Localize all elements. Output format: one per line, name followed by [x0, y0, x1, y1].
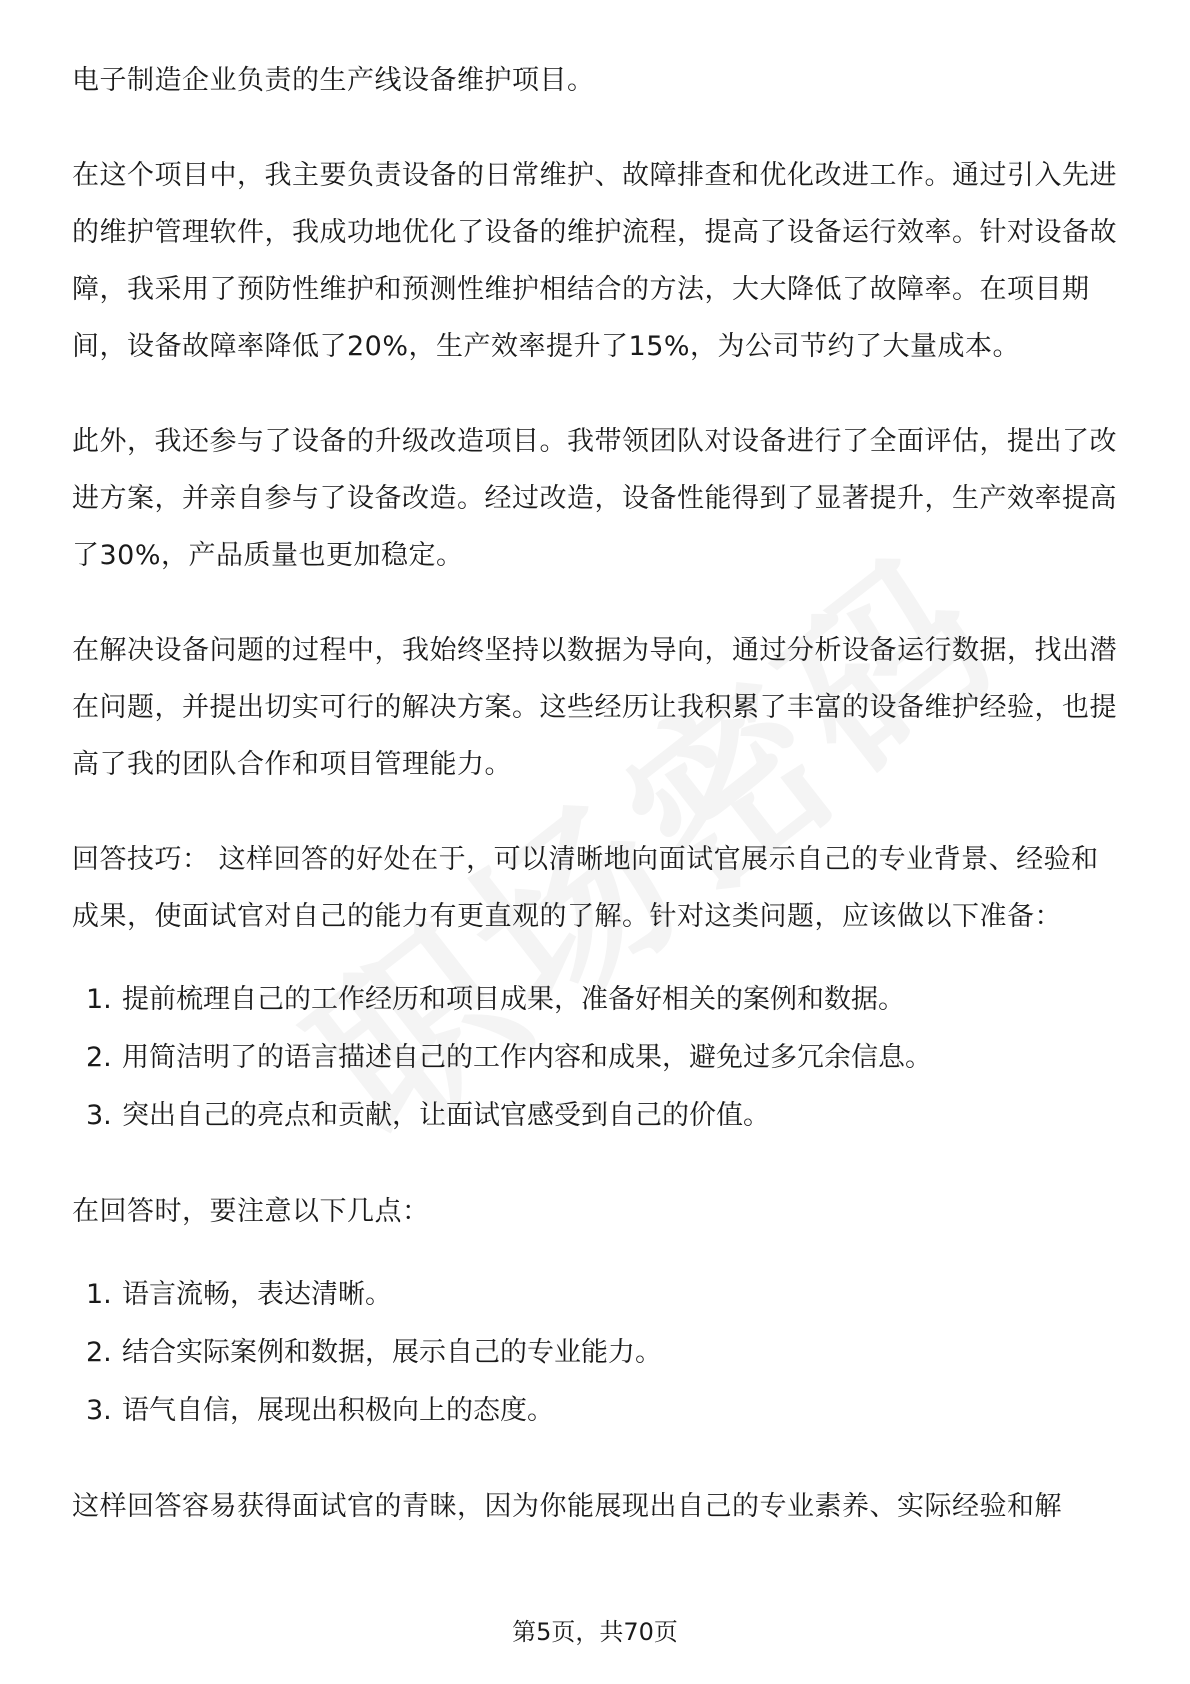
- paragraph-answer-tips: 回答技巧： 这样回答的好处在于，可以清晰地向面试官展示自己的专业背景、经验和成果，使面试官对自己的能力有更直观的了解。针对这类问题，应该做以下准备：: [72, 844, 1099, 932]
- list-item-text: 用简洁明了的语言描述自己的工作内容和成果，避免过多冗余信息。: [122, 1042, 932, 1073]
- list-item-number: 2.: [86, 1042, 112, 1073]
- list-item: [72, 971, 1117, 1029]
- paragraph-answer-notes: 在回答时，要注意以下几点：: [72, 1196, 430, 1227]
- list-item-text: 语言流畅，表达清晰。: [122, 1279, 392, 1310]
- list-item-number: 1.: [86, 984, 112, 1015]
- list-item: [72, 1029, 1117, 1087]
- list-item-text: 语气自信，展现出积极向上的态度。: [122, 1395, 554, 1426]
- list-item-number: 3.: [86, 1395, 112, 1426]
- paragraph-project-intro: 电子制造企业负责的生产线设备维护项目。: [72, 65, 595, 96]
- paragraph-data-driven: 在解决设备问题的过程中，我始终坚持以数据为导向，通过分析设备运行数据，找出潜在问题，并提出切实可行的解决方案。这些经历让我积累了丰富的设备维护经验，也提高了我的团队合作和项目管理能力。: [72, 635, 1117, 780]
- paragraph-project-details: 在这个项目中，我主要负责设备的日常维护、故障排查和优化改进工作。通过引入先进的维护管理软件，我成功地优化了设备的维护流程，提高了设备运行效率。针对设备故障，我采用了预防性维护和预测性维护相结合的方法，大大降低了故障率。在项目期间，设备故障率降低了20%，生产效率提升了15%，为公司节约了大量成本。: [72, 160, 1117, 362]
- list-item: [72, 1087, 1117, 1145]
- list-item-number: 3.: [86, 1100, 112, 1131]
- list-item-text: 结合实际案例和数据，展示自己的专业能力。: [122, 1337, 662, 1368]
- list-item-text: 突出自己的亮点和贡献，让面试官感受到自己的价值。: [122, 1100, 770, 1131]
- list-item-number: 1.: [86, 1279, 112, 1310]
- list-item: [72, 1382, 1117, 1440]
- list-item-text: 提前梳理自己的工作经历和项目成果，准备好相关的案例和数据。: [122, 984, 905, 1015]
- list-item: [72, 1324, 1117, 1382]
- paragraph-closing: 这样回答容易获得面试官的青睐，因为你能展现出自己的专业素养、实际经验和解: [72, 1491, 1062, 1522]
- preparation-list: [72, 971, 1117, 1145]
- document-body: [72, 52, 1117, 1573]
- paragraph-upgrade-project: 此外，我还参与了设备的升级改造项目。我带领团队对设备进行了全面评估，提出了改进方案，并亲自参与了设备改造。经过改造，设备性能得到了显著提升，生产效率提高了30%，产品质量也更加稳定。: [72, 426, 1117, 571]
- page-number: 第5页，共70页: [512, 1618, 678, 1646]
- list-item-number: 2.: [86, 1337, 112, 1368]
- list-item: [72, 1266, 1117, 1324]
- notes-list: [72, 1266, 1117, 1440]
